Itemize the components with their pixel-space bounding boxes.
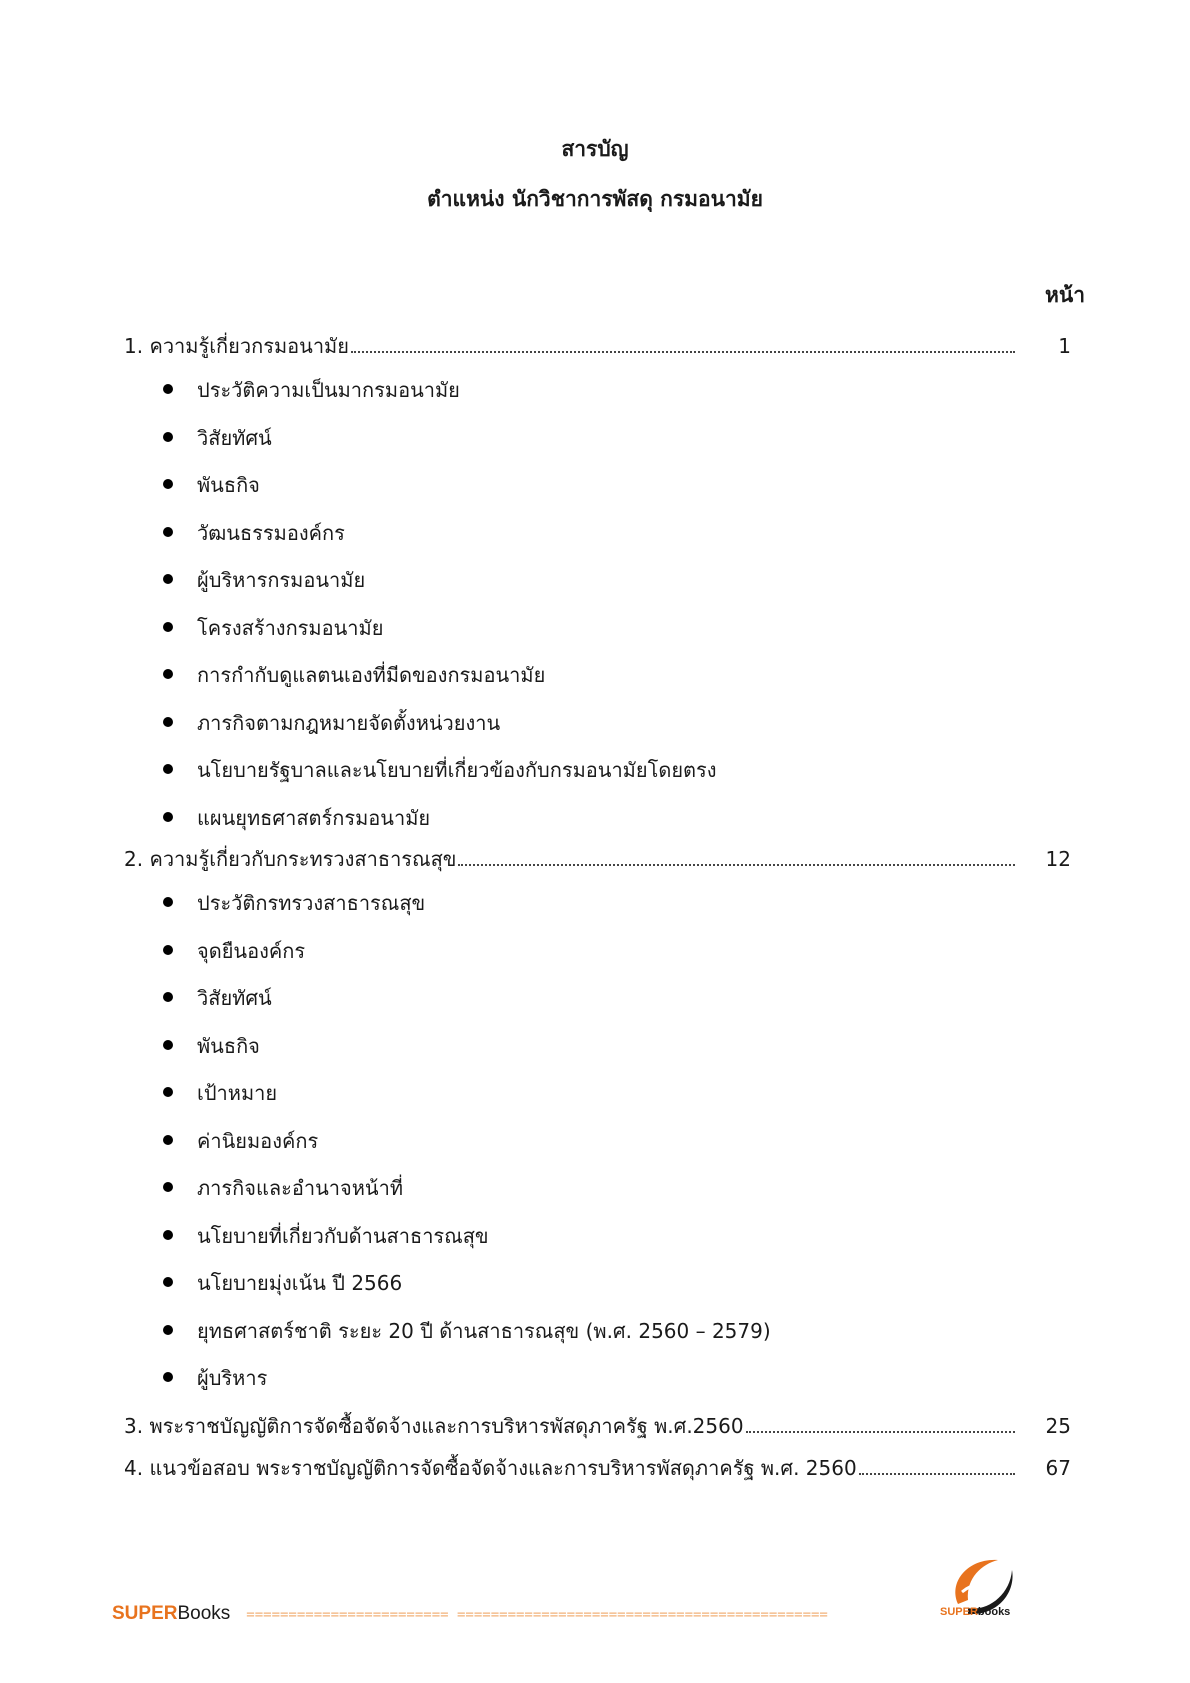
toc-entry-label: 1. ความรู้เกี่ยวกรมอนามัย <box>124 334 349 358</box>
page-subtitle: ตำแหน่ง นักวิชาการพัสดุ กรมอนามัย <box>427 187 763 211</box>
toc-entry-3[interactable] <box>124 1410 1081 1442</box>
bullet-icon <box>163 432 173 442</box>
logo-books: books <box>977 1606 1011 1618</box>
section-1-bullet-list <box>163 374 717 849</box>
bullet-icon <box>163 1230 173 1240</box>
list-item: ค่านิยมองค์กร <box>163 1125 771 1173</box>
bullet-icon <box>163 1325 173 1335</box>
list-item: พันธกิจ <box>163 469 717 517</box>
bullet-icon <box>163 622 173 632</box>
bullet-icon <box>163 945 173 955</box>
bullet-icon <box>163 764 173 774</box>
page-title: สารบัญ <box>561 137 629 161</box>
logo-super: SUPER <box>940 1606 978 1618</box>
bullet-icon <box>163 527 173 537</box>
toc-entry-page: 67 <box>1045 1456 1071 1480</box>
list-item: ผู้บริหารกรมอนามัย <box>163 564 717 612</box>
toc-entry-label: 4. แนวข้อสอบ พระราชบัญญัติการจัดซื้อจัดจ้างและการบริหารพัสดุภาครัฐ พ.ศ. 2560 <box>124 1456 857 1480</box>
bullet-icon <box>163 384 173 394</box>
dot-leader <box>458 864 1015 866</box>
bullet-icon <box>163 1182 173 1192</box>
dot-leader <box>746 1431 1015 1433</box>
list-item: ภารกิจและอำนาจหน้าที่ <box>163 1172 771 1220</box>
list-item: ประวัติกรทรวงสาธารณสุข <box>163 887 771 935</box>
list-item: ภารกิจตามกฎหมายจัดตั้งหน่วยงาน <box>163 707 717 755</box>
bullet-icon <box>163 1277 173 1287</box>
toc-entry-page: 12 <box>1045 847 1071 871</box>
toc-entry-4[interactable] <box>124 1452 1081 1484</box>
footer-brand-books: Books <box>177 1603 231 1624</box>
toc-entry-2[interactable] <box>124 843 1081 875</box>
toc-entry-page: 1 <box>1058 334 1071 358</box>
bullet-icon <box>163 1135 173 1145</box>
list-item: จุดยืนองค์กร <box>163 935 771 983</box>
bullet-icon <box>163 992 173 1002</box>
list-item: เป้าหมาย <box>163 1077 771 1125</box>
footer-brand-super: SUPER <box>112 1603 178 1624</box>
list-item: ผู้บริหาร <box>163 1362 771 1410</box>
list-item: แผนยุทธศาสตร์กรมอนามัย <box>163 802 717 850</box>
toc-entry-label: 3. พระราชบัญญัติการจัดซื้อจัดจ้างและการบริหารพัสดุภาครัฐ พ.ศ.2560 <box>124 1414 744 1438</box>
dot-leader <box>859 1473 1015 1475</box>
section-2-bullet-list <box>163 887 771 1410</box>
bullet-icon <box>163 1087 173 1097</box>
bullet-icon <box>163 1040 173 1050</box>
list-item: นโยบายรัฐบาลและนโยบายที่เกี่ยวข้องกับกรมอนามัยโดยตรง <box>163 754 717 802</box>
list-item: โครงสร้างกรมอนามัย <box>163 612 717 660</box>
list-item: การกำกับดูแลตนเองที่มีดของกรมอนามัย <box>163 659 717 707</box>
bullet-icon <box>163 479 173 489</box>
bullet-icon <box>163 574 173 584</box>
dot-leader <box>351 351 1015 353</box>
toc-entry-1[interactable] <box>124 330 1081 362</box>
toc-entry-label: 2. ความรู้เกี่ยวกับกระทรวงสาธารณสุข <box>124 847 457 871</box>
footer-rule: ======================== ============================================ <box>246 1607 828 1623</box>
bullet-icon <box>163 1372 173 1382</box>
list-item: ยุทธศาสตร์ชาติ ระยะ 20 ปี ด้านสาธารณสุข (พ.ศ. 2560 – 2579) <box>163 1315 771 1363</box>
list-item: วัฒนธรรมองค์กร <box>163 517 717 565</box>
list-item: ประวัติความเป็นมากรมอนามัย <box>163 374 717 422</box>
toc-entry-page: 25 <box>1045 1414 1071 1438</box>
bullet-icon <box>163 717 173 727</box>
list-item: วิสัยทัศน์ <box>163 422 717 470</box>
logo-wordmark <box>940 1606 1010 1618</box>
list-item: นโยบายมุ่งเน้น ปี 2566 <box>163 1267 771 1315</box>
bullet-icon <box>163 812 173 822</box>
list-item: พันธกิจ <box>163 1030 771 1078</box>
page-column-header: หน้า <box>1045 283 1085 307</box>
bullet-icon <box>163 669 173 679</box>
footer-brand <box>112 1603 828 1625</box>
bullet-icon <box>163 897 173 907</box>
list-item: วิสัยทัศน์ <box>163 982 771 1030</box>
list-item: นโยบายที่เกี่ยวกับด้านสาธารณสุข <box>163 1220 771 1268</box>
